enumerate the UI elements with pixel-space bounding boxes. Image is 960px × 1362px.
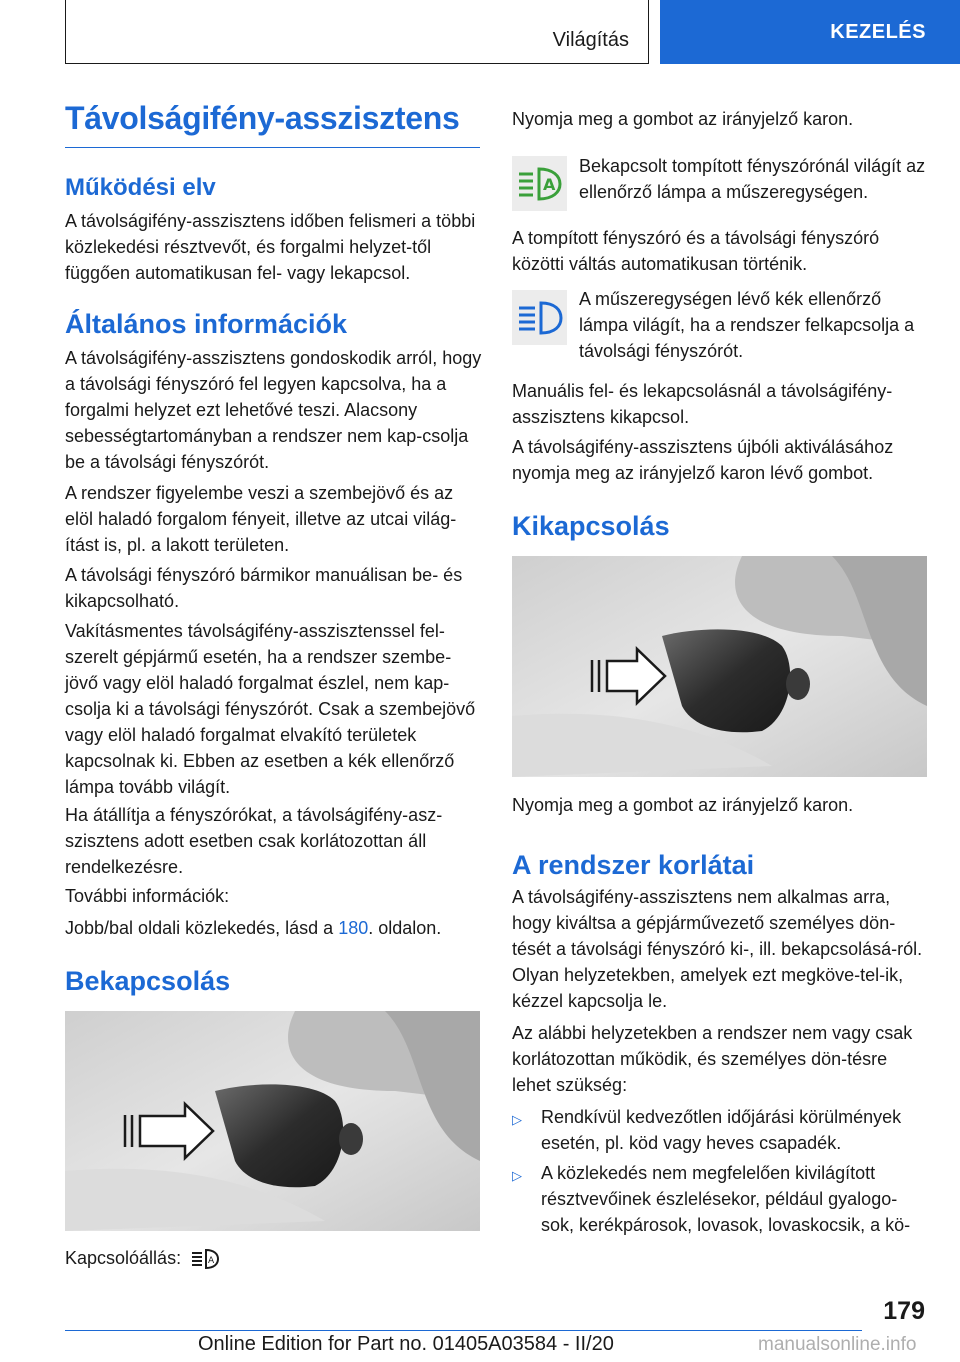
paragraph-principle: A távolságifény-asszisztens időben felismeri a többi közlekedési résztvevőt, és forgalmi helyzet-től függően automatikusan fel- vagy lekapcsol. — [65, 211, 476, 283]
bullet-triangle-icon: ▷ — [512, 1112, 522, 1127]
paragraph-press-1: Nyomja meg a gombot az irányjelző karon. — [512, 109, 854, 129]
stalk-photo-on — [65, 1011, 480, 1231]
switch-position-label: Kapcsolóállás: — [65, 1248, 182, 1268]
reference-suffix: . oldalon. — [368, 918, 442, 938]
heading-general: Általános információk — [65, 309, 348, 339]
blue-indicator-box — [512, 290, 567, 345]
list-item — [512, 1160, 930, 1238]
high-beam-assistant-green-icon — [517, 164, 563, 204]
paragraph-reference — [65, 915, 483, 941]
page-reference-link[interactable]: 180 — [338, 918, 369, 938]
paragraph-blue-lamp: A műszeregységen lévő kék ellenőrző lámpa világít, ha a rendszer felkapcsolja a távolsági fényszórót. — [579, 289, 915, 361]
heading-switch-off: Kikapcsolás — [512, 511, 670, 541]
bullet-triangle-icon: ▷ — [512, 1168, 522, 1183]
list-item-text: Rendkívül kedvezőtlen időjárási körülmények esetén, pl. köd vagy heves csapadék. — [541, 1107, 902, 1153]
footer-rule — [65, 1330, 862, 1331]
paragraph-limits-2: Az alábbi helyzetekben a rendszer nem vagy csak korlátozottan működik, és személyes dön-tésre lehet szükség: — [512, 1023, 913, 1095]
title-rule — [65, 147, 480, 148]
stalk-illustration — [512, 556, 927, 777]
chapter-label: KEZELÉS — [830, 20, 926, 43]
paragraph-green-lamp: Bekapcsolt tompított fényszórónál világít az ellenőrző lámpa a műszeregységen. — [579, 156, 926, 202]
list-item-text: A közlekedés nem megfelelően kivilágított résztvevőinek észlelésekor, például gyalogo-sok, kerékpárosok, lovasok, lovaskocsik, a kö- — [541, 1163, 911, 1235]
section-title: Világítás — [552, 29, 629, 51]
watermark: manualsonline.info — [758, 1334, 917, 1355]
heading-principle: Működési elv — [65, 174, 216, 201]
paragraph-auto-switch: A tompított fényszóró és a távolsági fényszóró közötti váltás automatikusan történik. — [512, 228, 880, 274]
list-item — [512, 1104, 930, 1156]
stalk-illustration — [65, 1011, 480, 1231]
paragraph-general-4: Vakításmentes távolságifény-asszisztenssel fel-szerelt gépjármű esetén, ha a rendszer szembe-jövő vagy elöl haladó forgalmat észlel, nem kap-csolja ki a távolsági fényszórót. Csak a szembejövő vagy elöl haladó forgalmat elvakító területek kapcsolnak ki. Ebben az esetben a kék ellenőrző lámpa tovább világít. — [65, 621, 476, 797]
limits-list — [512, 1104, 930, 1238]
stalk-photo-off — [512, 556, 927, 777]
footer-edition: Online Edition for Part no. 01405A03584 - II/20 — [198, 1333, 614, 1355]
green-indicator-box — [512, 156, 567, 211]
svg-text:A: A — [542, 174, 555, 194]
paragraph-general-3: A távolsági fényszóró bármikor manuálisan be- és kikapcsolható. — [65, 565, 463, 611]
paragraph-more-info: További információk: — [65, 886, 230, 906]
paragraph-general-1: A távolságifény-asszisztens gondoskodik arról, hogy a távolsági fényszóró fel legyen kapcsolva, ha a forgalmi helyzet ezt lehetővé teszi. Alacsony sebességtartományban a rendszer nem kap-csolja be a távolsági fényszórót. — [65, 348, 482, 472]
reference-prefix: Jobb/bal oldali közlekedés, lásd a — [65, 918, 339, 938]
heading-switch-on: Bekapcsolás — [65, 966, 231, 996]
paragraph-limits-1: A távolságifény-asszisztens nem alkalmas arra, hogy kiváltsa a gépjárművezető személyes dön-tését a távolsági fényszóró ki-, ill. bekapcsolásá-ról. Olyan helyzetekben, amelyek ezt megköve-tel-ik, kézzel kapcsolja le. — [512, 887, 923, 1011]
page-title: Távolságifény-asszisztens — [65, 100, 460, 136]
switch-position-icon — [190, 1244, 220, 1275]
paragraph-general-5: Ha átállítja a fényszórókat, a távolságifény-asz-szisztens adott esetben csak korlátozottan áll rendelkezésre. — [65, 805, 443, 877]
paragraph-general-2: A rendszer figyelembe veszi a szembejövő és az elöl haladó forgalom fényeit, illetve az utcai világ-ítást is, pl. a lakott területen. — [65, 483, 457, 555]
heading-limits: A rendszer korlátai — [512, 850, 755, 880]
chapter-tab — [660, 0, 960, 64]
paragraph-reactivate: A távolságifény-asszisztens újbóli aktiválásához nyomja meg az irányjelző karon lévő gombot. — [512, 437, 894, 483]
paragraph-press-2: Nyomja meg a gombot az irányjelző karon. — [512, 795, 854, 815]
page-number: 179 — [883, 1297, 925, 1325]
paragraph-manual: Manuális fel- és lekapcsolásnál a távolságifény-asszisztens kikapcsol. — [512, 381, 893, 427]
high-beam-blue-icon — [517, 298, 563, 338]
svg-text:A: A — [208, 1256, 215, 1266]
